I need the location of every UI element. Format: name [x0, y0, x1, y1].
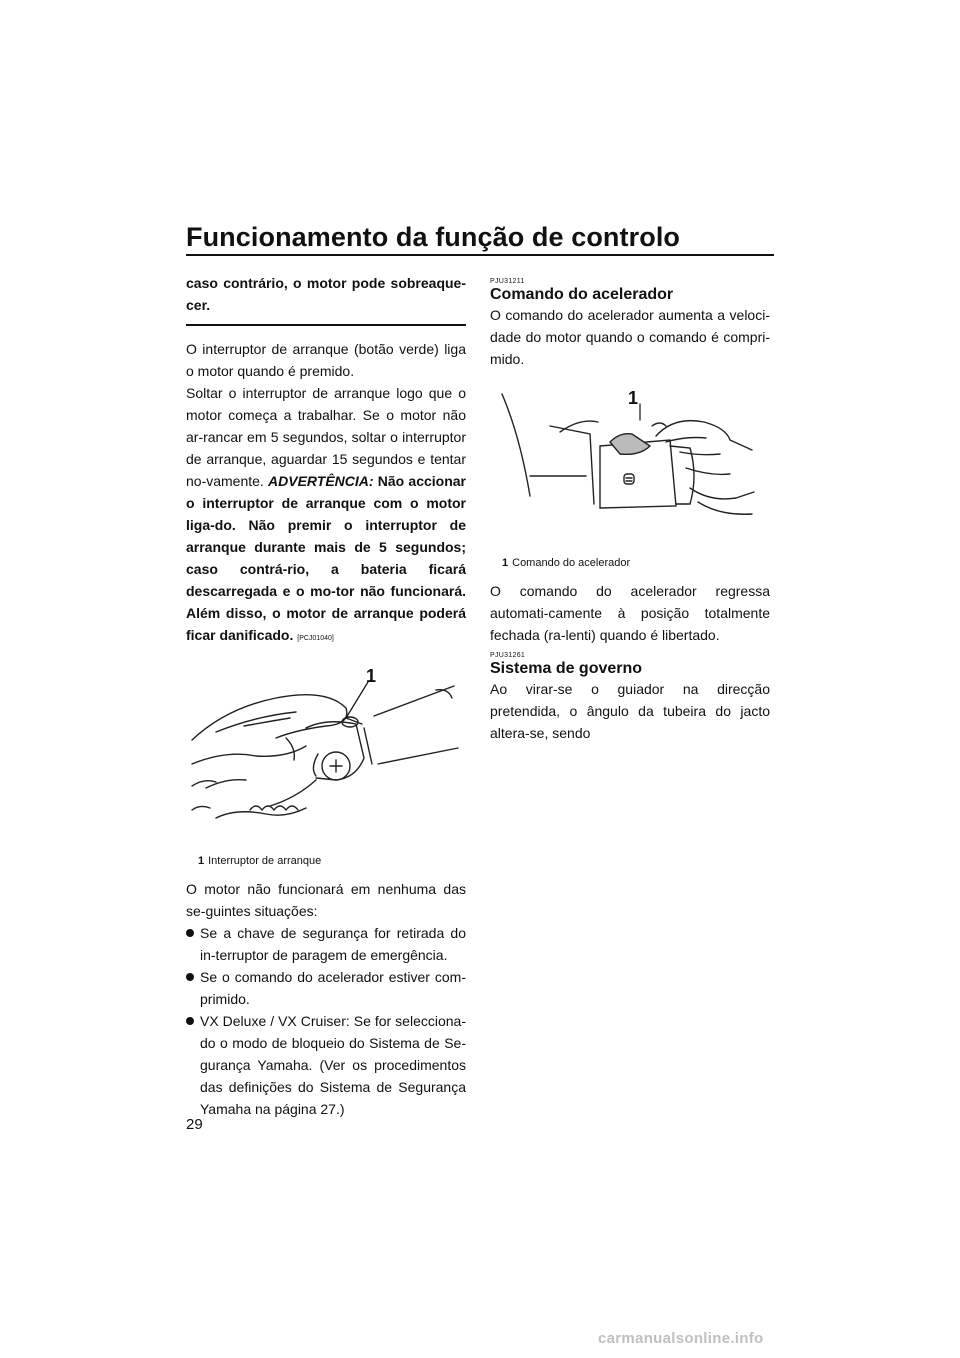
figure2-caption [502, 556, 770, 570]
figure1-caption-number: 1 [198, 855, 205, 867]
right-column [490, 278, 770, 744]
section-title-throttle: Comando do acelerador [490, 286, 674, 303]
section-code-steering: PJU31261 [490, 652, 526, 659]
list-item: Se a chave de segurança for retirada do in-terruptor de paragem de emergência. [186, 922, 466, 966]
list-item: Se o comando do acelerador estiver com-primido. [186, 966, 466, 1010]
start-switch-illustration [186, 668, 466, 846]
bullet-icon [186, 973, 194, 981]
watermark: carmanualsonline.info [598, 1330, 764, 1347]
throttle-illustration [490, 376, 770, 548]
paragraph-throttle: O comando do acelerador aumenta a veloci-dade do motor quando o comando é compri-mido. [490, 307, 770, 367]
warning-end-rule [186, 324, 466, 326]
warning-code: [PCJ01040] [297, 635, 334, 642]
paragraph-no-start-conditions: O motor não funcionará em nenhuma das se-guintes situações: [186, 881, 466, 919]
figure-throttle [490, 376, 770, 570]
warning-label: ADVERTÊNCIA: [268, 473, 374, 489]
figure2-caption-text: Comando do acelerador [512, 557, 631, 569]
paragraph-throttle-return: O comando do acelerador regressa automati-camente à posição totalmente fechada (ra-lenti) quando é libertado. [490, 583, 770, 643]
section-code-throttle: PJU31211 [490, 278, 525, 285]
paragraph-start-procedure [186, 382, 466, 650]
list-item: VX Deluxe / VX Cruiser: Se for selecciona-do o modo de bloqueio do Sistema de Se-gurança Yamaha. (Ver os procedimentos das definições do Sistema de Segurança Yamaha na página 27.) [186, 1010, 466, 1120]
figure-start-switch [186, 668, 466, 868]
page-number: 29 [186, 1116, 203, 1133]
conditions-list [186, 922, 466, 1120]
procedure-text: Soltar o interruptor de arranque logo que o motor começa a trabalhar. Se o motor não ar-rancar em 5 segundos, soltar o interruptor de arranque, aguardar 15 segundos e tentar no-vamente. [186, 385, 466, 489]
figure1-caption [198, 854, 466, 868]
warning-text: Não accionar o interruptor de arranque com o motor liga-do. Não premir o interruptor de arranque durante mais de 5 segundos; caso contrá-rio, a bateria ficará descarregada e o mo-tor não funcionará. Além disso, o motor de arranque poderá ficar danificado. [186, 473, 466, 643]
bullet-icon [186, 929, 194, 937]
figure2-callout: 1 [628, 388, 639, 408]
paragraph-steering: Ao virar-se o guiador na direcção pretendida, o ângulo da tubeira do jacto altera-se, sendo [490, 681, 770, 741]
bullet-icon [186, 1017, 194, 1025]
left-column [186, 272, 466, 1120]
section-title-steering: Sistema de governo [490, 660, 643, 677]
warning-continuation: caso contrário, o motor pode sobreaque-cer. [186, 275, 466, 313]
figure2-caption-number: 1 [502, 557, 509, 569]
title-rule [186, 254, 774, 256]
paragraph-start-switch: O interruptor de arranque (botão verde) liga o motor quando é premido. [186, 341, 466, 379]
figure1-callout: 1 [366, 668, 377, 686]
figure1-caption-text: Interruptor de arranque [208, 855, 322, 867]
page-title: Funcionamento da função de controlo [186, 222, 681, 252]
